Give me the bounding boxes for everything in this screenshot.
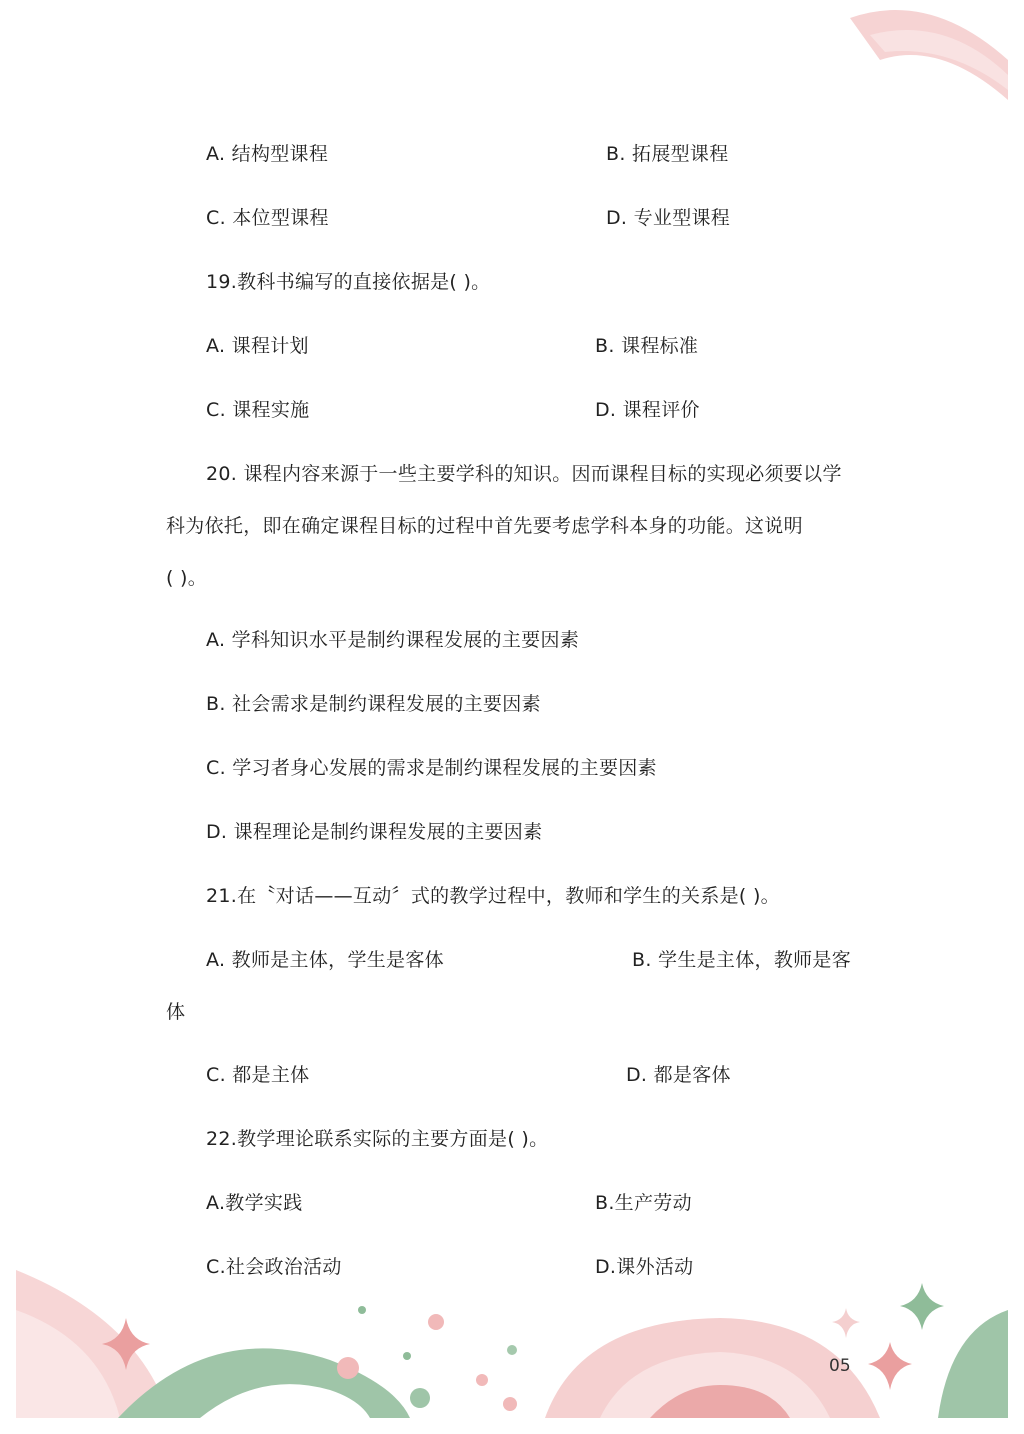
q20-option-d: D. 课程理论是制约课程发展的主要因素 <box>206 821 543 843</box>
q20-option-c: C. 学习者身心发展的需求是制约课程发展的主要因素 <box>206 757 657 779</box>
dot-green-tiny-2 <box>507 1345 517 1355</box>
q22-option-c: C.社会政治活动 <box>206 1256 342 1278</box>
q22-option-d: D.课外活动 <box>595 1256 694 1278</box>
q22-stem: 22.教学理论联系实际的主要方面是( )。 <box>206 1128 549 1150</box>
pink-sparkle-light <box>832 1308 860 1338</box>
q22-option-a: A.教学实践 <box>206 1192 303 1214</box>
dot-green-small <box>358 1306 366 1314</box>
q20-option-b: B. 社会需求是制约课程发展的主要因素 <box>206 693 541 715</box>
dot-green-tiny <box>403 1352 411 1360</box>
dot-pink-tiny <box>476 1374 488 1386</box>
dot-pink <box>428 1314 444 1330</box>
q20-stem-line-1: 20. 课程内容来源于一些主要学科的知识。因而课程目标的实现必须要以学 <box>206 463 842 485</box>
q19-option-c: C. 课程实施 <box>206 399 310 421</box>
q18-option-a: A. 结构型课程 <box>206 143 329 165</box>
q20-stem-line-2: 科为依托，即在确定课程目标的过程中首先要考虑学科本身的功能。这说明 <box>166 515 803 537</box>
q19-stem: 19.教科书编写的直接依据是( )。 <box>206 271 491 293</box>
q21-option-c: C. 都是主体 <box>206 1064 310 1086</box>
q21-option-b-line-2: 体 <box>166 1001 186 1023</box>
q21-option-d: D. 都是客体 <box>626 1064 731 1086</box>
q21-option-b-line-1: B. 学生是主体，教师是客 <box>632 949 852 971</box>
q21-option-a: A. 教师是主体，学生是客体 <box>206 949 444 971</box>
dot-green-bottom <box>410 1388 430 1408</box>
q19-option-b: B. 课程标准 <box>595 335 699 357</box>
dot-pink-bottom <box>503 1397 517 1411</box>
q18-option-b: B. 拓展型课程 <box>606 143 729 165</box>
q18-option-c: C. 本位型课程 <box>206 207 329 229</box>
q19-option-d: D. 课程评价 <box>595 399 700 421</box>
q20-option-a: A. 学科知识水平是制约课程发展的主要因素 <box>206 629 580 651</box>
dot-pink-medium <box>337 1357 359 1379</box>
q20-stem-line-3: ( )。 <box>166 567 208 589</box>
green-sparkle-right <box>900 1283 944 1330</box>
bottom-right-green-arc <box>938 1310 1008 1418</box>
page-number: 05 <box>829 1356 851 1376</box>
q19-option-a: A. 课程计划 <box>206 335 309 357</box>
q18-option-d: D. 专业型课程 <box>606 207 731 229</box>
q21-stem: 21.在〝对话——互动〞式的教学过程中，教师和学生的关系是( )。 <box>206 885 780 907</box>
top-right-pink-arc <box>850 10 1008 100</box>
q22-option-b: B.生产劳动 <box>595 1192 692 1214</box>
pink-sparkle-right <box>868 1342 912 1390</box>
